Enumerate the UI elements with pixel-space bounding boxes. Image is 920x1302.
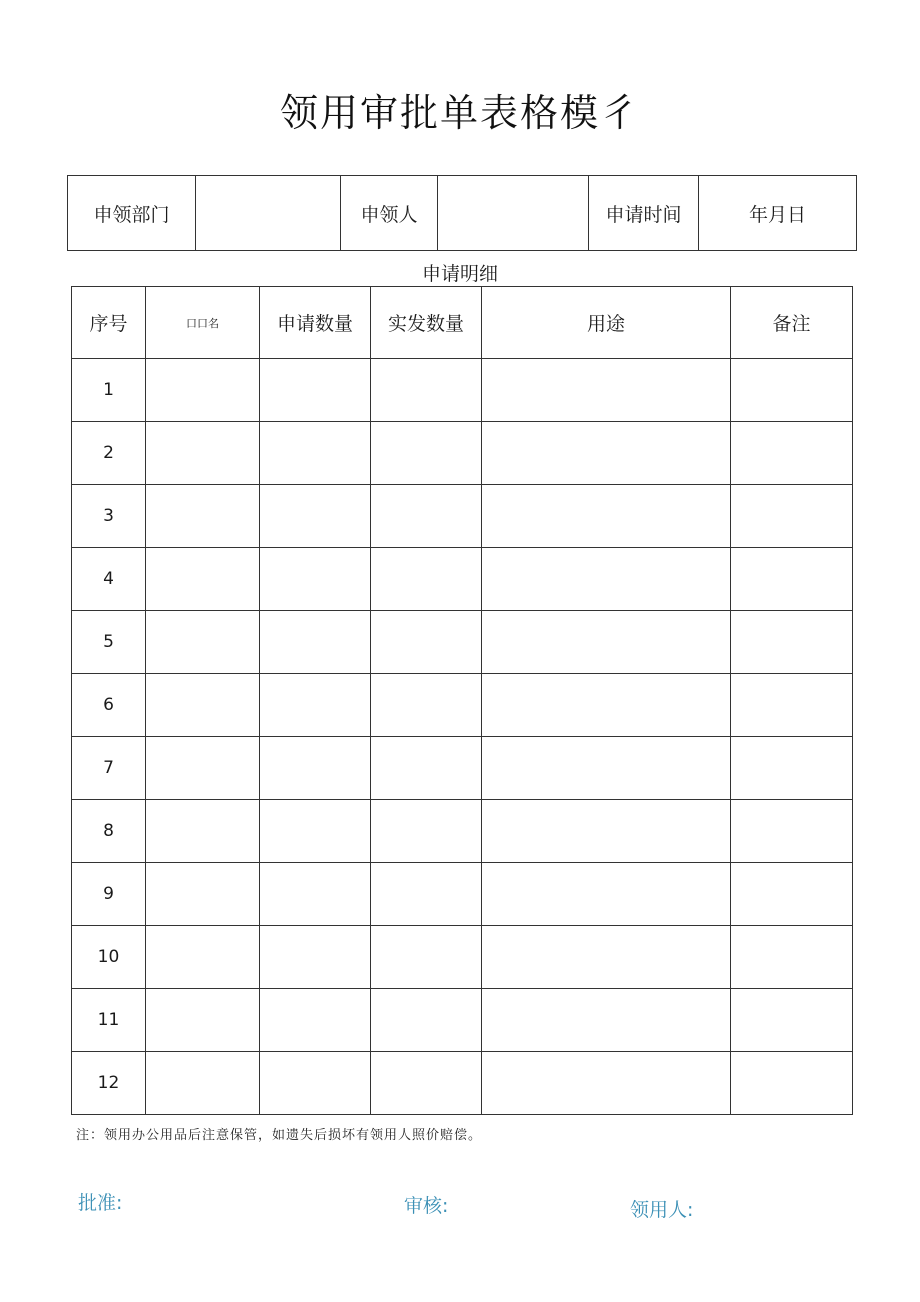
remark-cell[interactable] (731, 1052, 853, 1115)
purpose-cell[interactable] (482, 1052, 731, 1115)
row-number: 12 (72, 1052, 146, 1115)
issued-qty-cell[interactable] (371, 548, 482, 611)
row-number: 2 (72, 422, 146, 485)
requested-qty-cell[interactable] (260, 800, 371, 863)
issued-qty-cell[interactable] (371, 989, 482, 1052)
row-number: 10 (72, 926, 146, 989)
requested-qty-cell[interactable] (260, 548, 371, 611)
issued-qty-cell[interactable] (371, 611, 482, 674)
item-name-cell[interactable] (146, 800, 260, 863)
purpose-cell[interactable] (482, 863, 731, 926)
purpose-cell[interactable] (482, 926, 731, 989)
applicant-label: 申领人 (341, 176, 438, 251)
column-header-item-name: 口口名 (146, 287, 260, 359)
table-row (72, 737, 853, 800)
time-label: 申请时间 (589, 176, 699, 251)
remark-cell[interactable] (731, 422, 853, 485)
table-row (72, 800, 853, 863)
row-number: 5 (72, 611, 146, 674)
issued-qty-cell[interactable] (371, 359, 482, 422)
table-row (72, 863, 853, 926)
row-number: 11 (72, 989, 146, 1052)
issued-qty-cell[interactable] (371, 674, 482, 737)
requested-qty-cell[interactable] (260, 1052, 371, 1115)
item-name-cell[interactable] (146, 674, 260, 737)
purpose-cell[interactable] (482, 611, 731, 674)
purpose-cell[interactable] (482, 737, 731, 800)
row-number: 3 (72, 485, 146, 548)
detail-section-title: 申请明细 (421, 263, 498, 285)
dept-label: 申领部门 (68, 176, 196, 251)
detail-table (71, 286, 853, 1115)
detail-header-row (72, 287, 853, 359)
remark-cell[interactable] (731, 926, 853, 989)
dept-field[interactable] (196, 176, 341, 251)
remark-cell[interactable] (731, 737, 853, 800)
remark-cell[interactable] (731, 800, 853, 863)
table-row (72, 674, 853, 737)
table-row (72, 485, 853, 548)
item-name-cell[interactable] (146, 485, 260, 548)
table-row (72, 989, 853, 1052)
requested-qty-cell[interactable] (260, 485, 371, 548)
requested-qty-cell[interactable] (260, 359, 371, 422)
applicant-info-table (67, 175, 857, 251)
review-signature-label: 审核: (404, 1195, 449, 1217)
column-header-no: 序号 (72, 287, 146, 359)
remark-cell[interactable] (731, 863, 853, 926)
item-name-cell[interactable] (146, 863, 260, 926)
time-field[interactable]: 年月日 (699, 176, 857, 251)
remark-cell[interactable] (731, 674, 853, 737)
requested-qty-cell[interactable] (260, 926, 371, 989)
column-header-requested-qty: 申请数量 (260, 287, 371, 359)
table-row (72, 611, 853, 674)
purpose-cell[interactable] (482, 485, 731, 548)
row-number: 4 (72, 548, 146, 611)
row-number: 6 (72, 674, 146, 737)
item-name-cell[interactable] (146, 359, 260, 422)
remark-cell[interactable] (731, 989, 853, 1052)
purpose-cell[interactable] (482, 359, 731, 422)
requested-qty-cell[interactable] (260, 422, 371, 485)
remark-cell[interactable] (731, 611, 853, 674)
table-row (72, 422, 853, 485)
requested-qty-cell[interactable] (260, 863, 371, 926)
issued-qty-cell[interactable] (371, 926, 482, 989)
issued-qty-cell[interactable] (371, 863, 482, 926)
requested-qty-cell[interactable] (260, 989, 371, 1052)
table-row (72, 359, 853, 422)
item-name-cell[interactable] (146, 611, 260, 674)
column-header-purpose: 用途 (482, 287, 731, 359)
table-row (72, 1052, 853, 1115)
item-name-cell[interactable] (146, 737, 260, 800)
remark-cell[interactable] (731, 359, 853, 422)
purpose-cell[interactable] (482, 674, 731, 737)
issued-qty-cell[interactable] (371, 485, 482, 548)
item-name-cell[interactable] (146, 1052, 260, 1115)
requested-qty-cell[interactable] (260, 674, 371, 737)
remark-cell[interactable] (731, 548, 853, 611)
approve-signature-label: 批准: (78, 1192, 123, 1214)
remark-cell[interactable] (731, 485, 853, 548)
table-row (72, 548, 853, 611)
item-name-cell[interactable] (146, 548, 260, 611)
row-number: 8 (72, 800, 146, 863)
purpose-cell[interactable] (482, 422, 731, 485)
row-number: 9 (72, 863, 146, 926)
column-header-issued-qty: 实发数量 (371, 287, 482, 359)
issued-qty-cell[interactable] (371, 737, 482, 800)
column-header-remark: 备注 (731, 287, 853, 359)
purpose-cell[interactable] (482, 800, 731, 863)
requested-qty-cell[interactable] (260, 737, 371, 800)
item-name-cell[interactable] (146, 926, 260, 989)
requested-qty-cell[interactable] (260, 611, 371, 674)
footnote: 注：领用办公用品后注意保管，如遗失后损坏有领用人照价赔偿。 (76, 1128, 483, 1143)
issued-qty-cell[interactable] (371, 800, 482, 863)
applicant-field[interactable] (438, 176, 589, 251)
issued-qty-cell[interactable] (371, 1052, 482, 1115)
form-title: 领用审批单表格模彳 (279, 91, 640, 135)
purpose-cell[interactable] (482, 548, 731, 611)
recipient-signature-label: 领用人: (630, 1199, 694, 1221)
table-row (72, 926, 853, 989)
item-name-cell[interactable] (146, 989, 260, 1052)
item-name-cell[interactable] (146, 422, 260, 485)
issued-qty-cell[interactable] (371, 422, 482, 485)
row-number: 7 (72, 737, 146, 800)
row-number: 1 (72, 359, 146, 422)
purpose-cell[interactable] (482, 989, 731, 1052)
